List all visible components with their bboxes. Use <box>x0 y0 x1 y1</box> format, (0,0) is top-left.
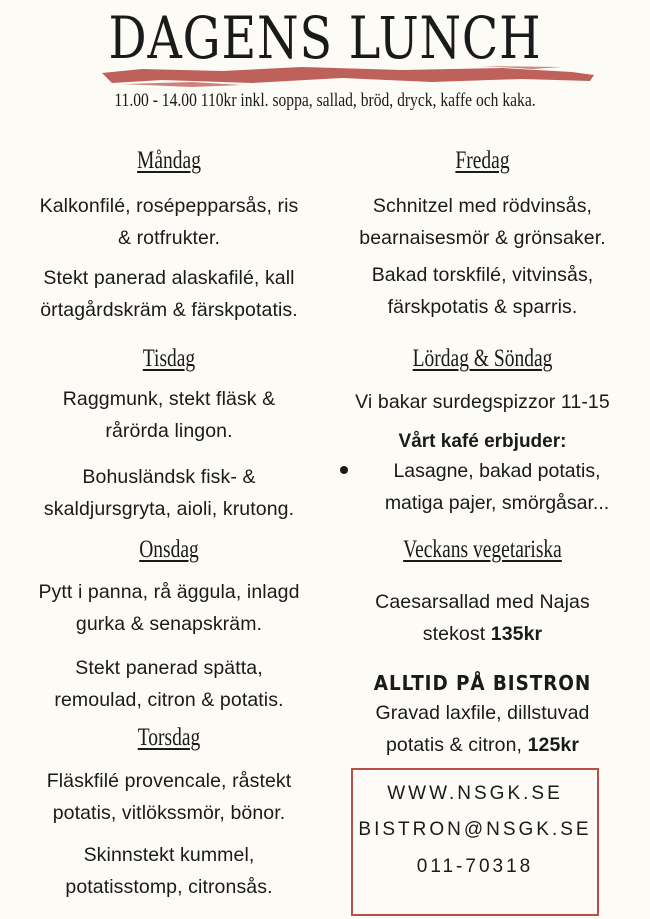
dish-line: Bohusländsk fisk- & <box>82 466 256 488</box>
dish-text: potatis & citron, <box>385 734 528 756</box>
thursday-dish-2 <box>5 839 333 903</box>
day-heading-tuesday: Tisdag <box>142 345 196 372</box>
dish-line: bearnaisesmör & grönsaker. <box>359 227 606 249</box>
dish-line: Gravad laxfile, dillstuvad <box>375 702 590 724</box>
dish-line: skaldjursgryta, aioli, krutong. <box>43 498 295 520</box>
day-heading-weekend: Lördag & Söndag <box>412 345 553 372</box>
hours-and-price: 11.00 - 14.00 110kr inkl. soppa, sallad, bröd, dryck, kaffe och kaka. <box>114 90 536 111</box>
cafe-offer-list <box>362 455 632 519</box>
day-heading-wednesday: Onsdag <box>139 536 199 563</box>
vegetarian-dish <box>325 586 640 650</box>
dish-line: Bakad torskfilé, vitvinsås, <box>371 264 594 286</box>
wednesday-dish-1 <box>5 576 333 640</box>
dish-line: potatis, vitlökssmör, bönor. <box>52 802 286 824</box>
day-heading-thursday: Torsdag <box>137 724 201 751</box>
vegetarian-heading: Veckans vegetariska <box>403 536 562 563</box>
tuesday-dish-2 <box>5 461 333 525</box>
website-link[interactable]: WWW.NSGK.SE <box>387 783 563 804</box>
dish-line: Stekt panerad spätta, <box>75 657 263 679</box>
email-link[interactable]: BISTRON@NSGK.SE <box>358 819 592 840</box>
dish-line: potatisstomp, citronsås. <box>65 876 273 898</box>
dish-line: Kalkonfilé, rosépepparsås, ris <box>39 195 299 217</box>
always-heading: ALLTID PÅ BISTRON <box>373 671 592 695</box>
bullet-icon <box>340 466 348 474</box>
dish-line: Fläskfilé provencale, råstekt <box>46 770 292 792</box>
dish-line: Raggmunk, stekt fläsk & <box>62 388 276 410</box>
day-heading-friday: Fredag <box>455 147 510 174</box>
dish-line: rårörda lingon. <box>105 420 233 442</box>
friday-dish-2 <box>325 259 640 323</box>
dish-line: färskpotatis & sparris. <box>387 296 578 318</box>
dish-line: gurka & senapskräm. <box>75 613 263 635</box>
wednesday-dish-2 <box>5 652 333 716</box>
always-dish <box>325 697 640 761</box>
dish-line: Stekt panerad alaskafilé, kall <box>43 267 295 289</box>
list-item: Lasagne, bakad potatis, <box>393 460 601 482</box>
list-item: matiga pajer, smörgåsar... <box>384 492 610 514</box>
dish-line: Pytt i panna, rå äggula, inlagd <box>38 581 300 603</box>
day-heading-monday: Måndag <box>137 147 201 174</box>
friday-dish-1 <box>325 190 640 254</box>
dish-line: & rotfrukter. <box>117 227 221 249</box>
weekend-pizza-text: Vi bakar surdegspizzor 11-15 <box>355 391 610 413</box>
monday-dish-1 <box>5 190 333 254</box>
dish-line <box>325 618 640 650</box>
dish-line: remoulad, citron & potatis. <box>54 689 284 711</box>
dish-line <box>325 729 640 761</box>
dish-line: örtagårdskräm & färskpotatis. <box>40 299 298 321</box>
price: 125kr <box>527 734 580 756</box>
dish-line: Schnitzel med rödvinsås, <box>372 195 593 217</box>
tuesday-dish-1 <box>5 383 333 447</box>
page-title: DAGENS LUNCH <box>108 4 542 72</box>
thursday-dish-1 <box>5 765 333 829</box>
dish-line: Caesarsallad med Najas <box>375 591 590 613</box>
cafe-offer-heading: Vårt kafé erbjuder: <box>398 431 567 452</box>
phone-number[interactable]: 011-70318 <box>416 856 534 877</box>
dish-line: Skinnstekt kummel, <box>83 844 255 866</box>
price: 135kr <box>490 623 543 645</box>
dish-text: stekost <box>422 623 491 645</box>
monday-dish-2 <box>5 262 333 326</box>
